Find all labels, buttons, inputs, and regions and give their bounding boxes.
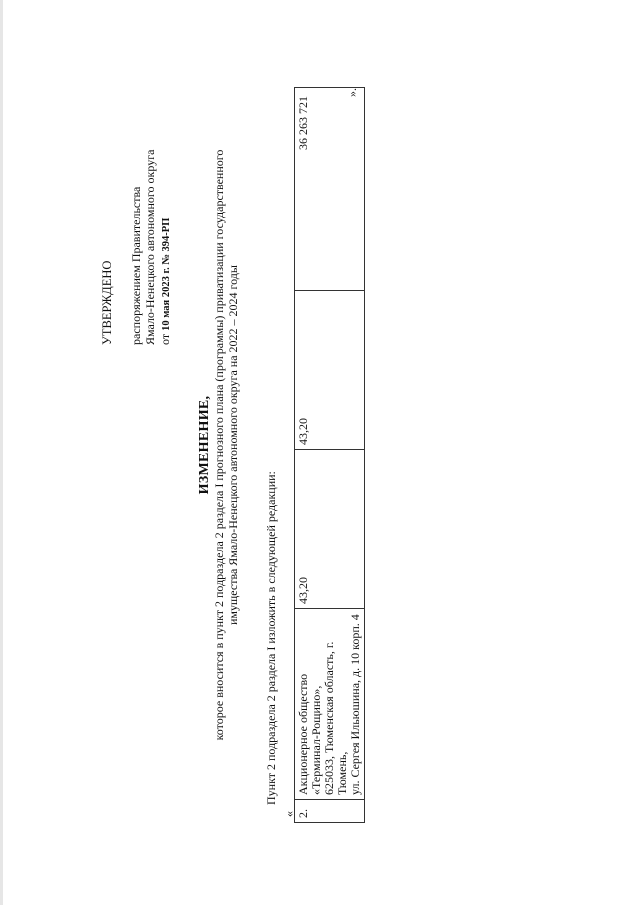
table-row xyxy=(295,88,365,823)
row-name-line-2: 625033, Тюменская область, г. Тюмень, xyxy=(322,641,349,795)
approval-title: УТВЕРЖДЕНО xyxy=(100,260,114,345)
row-name xyxy=(295,609,365,800)
approval-line-2: Ямало-Ненецкого автономного округа xyxy=(143,149,157,345)
approval-date xyxy=(158,150,175,345)
row-name-line-1: Акционерное общество «Терминал-Рощино», xyxy=(296,673,323,795)
document-heading xyxy=(198,45,240,845)
privatization-table xyxy=(294,87,365,823)
approval-line-1: распоряжением Правительства xyxy=(128,186,143,345)
heading-title: ИЗМЕНЕНИЕ, xyxy=(197,395,212,495)
row-value-3: 36 263 721 xyxy=(295,88,365,291)
close-quote: ». xyxy=(345,88,359,97)
row-value-1: 43,20 xyxy=(295,450,365,609)
row-number: 2. xyxy=(295,800,365,823)
row-name-line-3: ул. Сергея Ильюшина, д. 10 корп. 4 xyxy=(348,614,362,795)
body-paragraph: Пункт 2 подраздела 2 раздела I изложить в следующей редакции: xyxy=(264,471,278,805)
open-quote: « xyxy=(282,811,296,817)
heading-line-2: имущества Ямало-Ненецкого автономного округа на 2022 – 2024 годы xyxy=(226,265,240,625)
row-value-2: 43,20 xyxy=(295,291,365,450)
approval-block xyxy=(100,150,174,345)
approval-date-value: 10 мая 2023 г. № 394-РП xyxy=(160,217,172,331)
approval-date-prefix: от xyxy=(157,333,172,345)
heading-line-1: которое вносится в пункт 2 подраздела 2 раздела I прогнозного плана (программы) приватизации государственного xyxy=(212,149,226,741)
